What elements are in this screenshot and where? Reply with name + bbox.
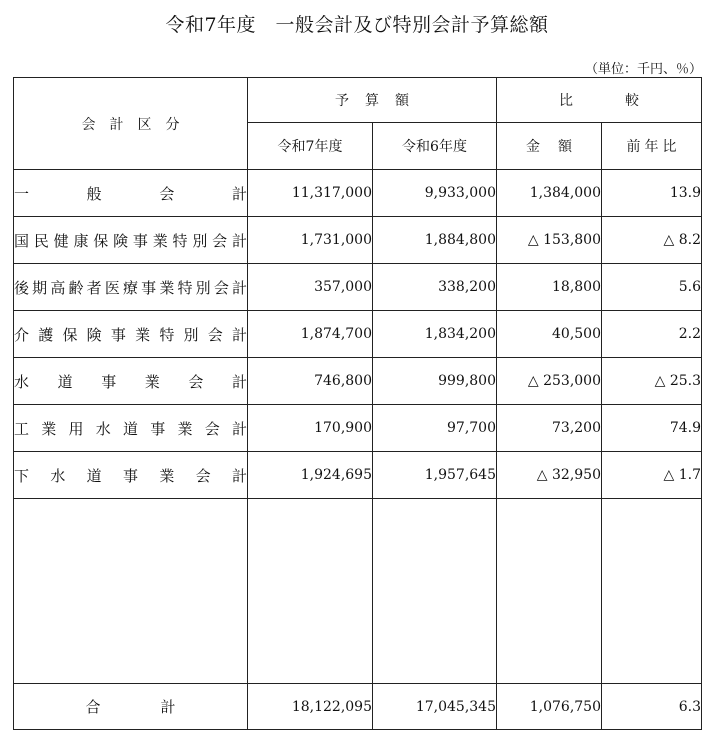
- blank-cell: [497, 499, 602, 684]
- table-row: [14, 264, 702, 311]
- row-yoy: 13.9: [602, 170, 702, 217]
- table-row: [14, 358, 702, 405]
- header-yoy: 前年比: [626, 139, 681, 155]
- row-fy6: 97,700: [373, 405, 497, 452]
- blank-row: [14, 499, 702, 684]
- header-fy6: 令和6年度: [373, 123, 497, 170]
- header-budget: 予算額: [335, 93, 425, 109]
- row-diff: △ 32,950: [497, 452, 602, 499]
- header-fy7: 令和7年度: [248, 123, 373, 170]
- row-diff: △ 153,800: [497, 217, 602, 264]
- header-yoy-cell: [602, 123, 702, 170]
- header-amount: 金額: [526, 139, 590, 155]
- row-name: 工業用水道事業会計: [14, 405, 248, 452]
- row-diff: 1,384,000: [497, 170, 602, 217]
- row-fy7: 357,000: [248, 264, 373, 311]
- row-yoy: △ 25.3: [602, 358, 702, 405]
- row-fy7: 746,800: [248, 358, 373, 405]
- row-diff: 40,500: [497, 311, 602, 358]
- row-yoy: 5.6: [602, 264, 702, 311]
- row-fy6: 338,200: [373, 264, 497, 311]
- table-row: [14, 405, 702, 452]
- header-amount-cell: [497, 123, 602, 170]
- blank-cell: [248, 499, 373, 684]
- header-category-cell: [14, 78, 248, 170]
- row-name: 水道事業会計: [14, 358, 248, 405]
- row-yoy: △ 8.2: [602, 217, 702, 264]
- row-yoy: 74.9: [602, 405, 702, 452]
- row-fy6: 1,957,645: [373, 452, 497, 499]
- row-fy6: 1,834,200: [373, 311, 497, 358]
- total-label: 合計: [85, 698, 236, 716]
- row-fy6: 999,800: [373, 358, 497, 405]
- blank-cell: [14, 499, 248, 684]
- row-diff: 18,800: [497, 264, 602, 311]
- budget-table: [13, 77, 702, 730]
- total-diff: 1,076,750: [497, 684, 602, 730]
- total-row: [14, 684, 702, 730]
- blank-cell: [373, 499, 497, 684]
- row-name: 一般会計: [14, 170, 248, 217]
- header-budget-cell: [248, 78, 497, 123]
- row-name: 国民健康保険事業特別会計: [14, 217, 248, 264]
- header-category: 会計区分: [81, 116, 194, 133]
- row-fy7: 11,317,000: [248, 170, 373, 217]
- header-row-1: [14, 78, 702, 123]
- row-diff: 73,200: [497, 405, 602, 452]
- row-fy7: 1,731,000: [248, 217, 373, 264]
- row-name: 下水道事業会計: [14, 452, 248, 499]
- header-comparison: 比較: [559, 93, 691, 109]
- row-name: 後期高齢者医療事業特別会計: [14, 264, 248, 311]
- table-row: [14, 217, 702, 264]
- total-label-cell: [14, 684, 248, 730]
- row-yoy: 2.2: [602, 311, 702, 358]
- total-yoy: 6.3: [602, 684, 702, 730]
- total-fy7: 18,122,095: [248, 684, 373, 730]
- row-fy6: 1,884,800: [373, 217, 497, 264]
- row-diff: △ 253,000: [497, 358, 602, 405]
- table-row: [14, 311, 702, 358]
- row-fy7: 170,900: [248, 405, 373, 452]
- row-fy7: 1,924,695: [248, 452, 373, 499]
- header-comparison-cell: [497, 78, 702, 123]
- blank-cell: [602, 499, 702, 684]
- row-yoy: △ 1.7: [602, 452, 702, 499]
- total-fy6: 17,045,345: [373, 684, 497, 730]
- row-fy6: 9,933,000: [373, 170, 497, 217]
- page-title: 令和7年度 一般会計及び特別会計予算総額: [165, 14, 549, 36]
- unit-note: （単位：千円、％）: [584, 62, 702, 77]
- table-row: [14, 170, 702, 217]
- row-fy7: 1,874,700: [248, 311, 373, 358]
- table-row: [14, 452, 702, 499]
- row-name: 介護保険事業特別会計: [14, 311, 248, 358]
